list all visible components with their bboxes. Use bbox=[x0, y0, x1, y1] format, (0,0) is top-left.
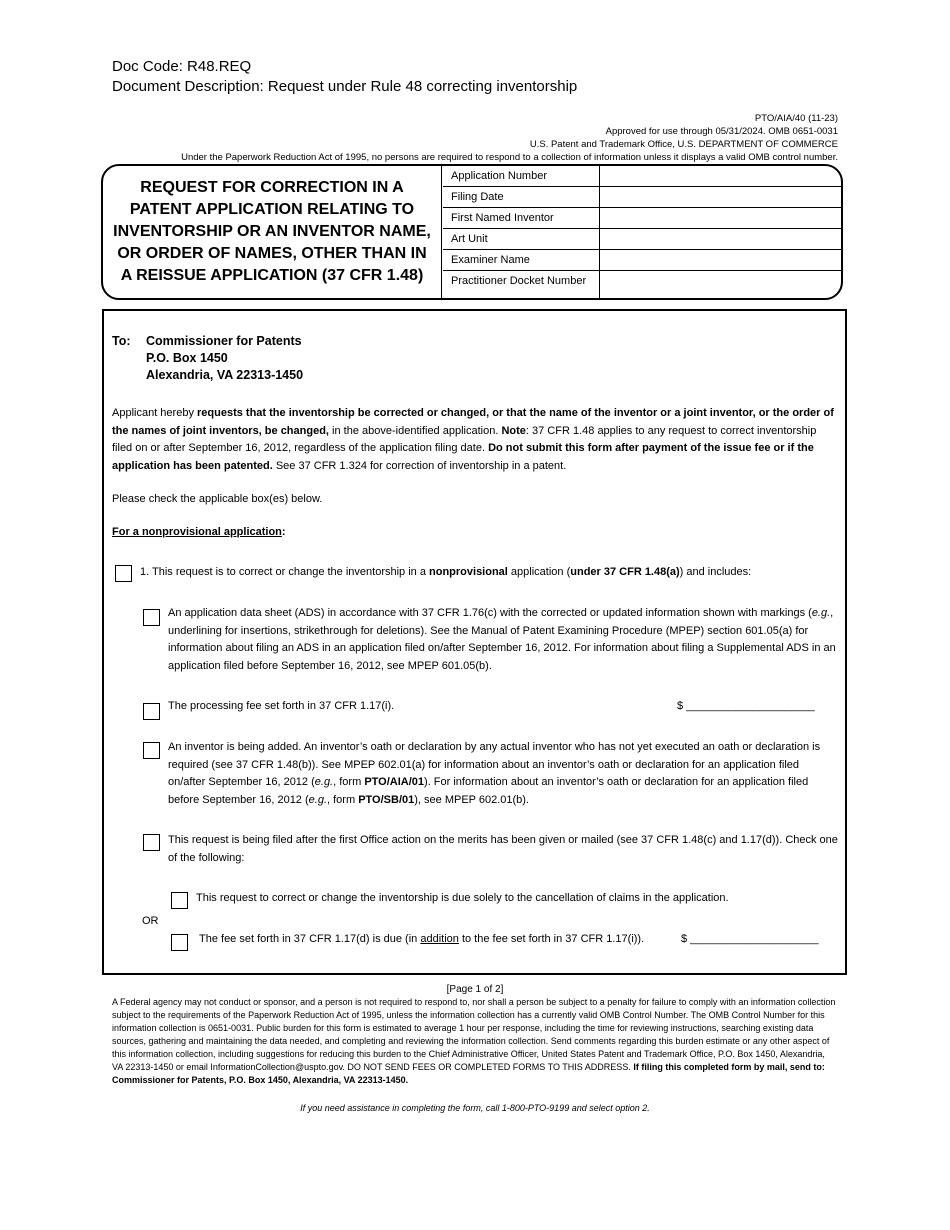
burden-statement: A Federal agency may not conduct or sponsor, and a person is not required to respond to, nor shall a person be subject to a penalty for failure to comply with an information collection subject to the requirements of the Paperwork Reduction Act of 1995, unless the information collection has a currently valid OMB Control Number. The OMB Control Number for this information collection is 0651-0031. Public burden for this form is estimated to average 1 hour per response, including the time for reviewing instructions, searching existing data sources, gathering and maintaining the data needed, and completing and reviewing the information collection. Send comments regarding this burden estimate or any other aspect of this information collection, including suggestions for reducing this burden to the Chief Administrative Officer, United States Patent and Trademark Office, P.O. Box 1450, Alexandria, VA 22313-1450 or email InformationCollection@uspto.gov. DO NOT SEND FEES OR COMPLETED FORMS TO THIS ADDRESS. If filing this completed form by mail, send to: Commissioner for Patents, P.O. Box 1450, Alexandria, VA 22313-1450. bbox=[112, 997, 836, 1085]
item1-checkbox[interactable] bbox=[115, 565, 132, 582]
or-label: OR bbox=[142, 915, 159, 927]
practitioner-docket-row bbox=[443, 271, 841, 300]
first-named-inventor-field[interactable] bbox=[600, 208, 841, 228]
assistance-line: If you need assistance in completing the form, call 1-800-PTO-9199 and select option 2. bbox=[300, 1103, 650, 1113]
application-number-label: Application Number bbox=[443, 166, 600, 186]
doc-description: Document Description: Request under Rule 48 correcting inventorship bbox=[112, 78, 578, 95]
ads-text: An application data sheet (ADS) in accordance with 37 CFR 1.76(c) with the corrected or updated information shown with markings (e.g., underlining for insertions, strikethrough for deletions). See the Manual of Patent Examining Procedure (MPEP) section 601.05(a) for information about filing an ADS in an application filed on/after September 16, 2012. For information about filing a Supplemental ADS in an application filed before September 16, 2012, see MPEP 601.05(b). bbox=[168, 607, 836, 672]
examiner-name-row bbox=[443, 250, 841, 271]
practitioner-docket-field[interactable] bbox=[600, 271, 841, 300]
fee-due-checkbox[interactable] bbox=[171, 934, 188, 951]
address-line-1: Commissioner for Patents bbox=[146, 334, 302, 348]
application-number-field[interactable] bbox=[600, 166, 841, 186]
cancellation-text: This request to correct or change the inventorship is due solely to the cancellation of claims in the application. bbox=[196, 892, 729, 904]
form-title: REQUEST FOR CORRECTION IN A PATENT APPLICATION RELATING TO INVENTORSHIP OR AN INVENTOR NAME, OR ORDER OF NAMES, OTHER THAN IN A REISSUE APPLICATION (37 CFR 1.48) bbox=[103, 166, 442, 298]
application-number-row bbox=[443, 166, 841, 187]
after-office-action-checkbox[interactable] bbox=[143, 834, 160, 851]
practitioner-docket-label: Practitioner Docket Number bbox=[443, 271, 600, 300]
filing-date-field[interactable] bbox=[600, 187, 841, 207]
form-header-box bbox=[101, 164, 843, 300]
examiner-name-field[interactable] bbox=[600, 250, 841, 270]
form-number: PTO/AIA/40 (11-23) bbox=[754, 113, 838, 124]
filing-date-label: Filing Date bbox=[443, 187, 600, 207]
item1-text: 1. This request is to correct or change the inventorship in a nonprovisional application (under 37 CFR 1.48(a)) and includes: bbox=[140, 566, 752, 578]
paperwork-notice: Under the Paperwork Reduction Act of 1995, no persons are required to respond to a collection of information unless it displays a valid OMB control number. bbox=[181, 152, 838, 163]
fee-due-text: The fee set forth in 37 CFR 1.17(d) is due (in addition to the fee set forth in 37 CFR 1.17(i)). bbox=[199, 933, 645, 945]
intro-paragraph: Applicant hereby requests that the inventorship be corrected or changed, or that the name of the inventor or a joint inventor, or the order of the names of joint inventors, be changed, in the above-identified application. Note: 37 CFR 1.48 applies to any request to correct inventorship filed on or after September 16, 2012, regardless of the application filing date. Do not submit this form after payment of the issue fee or if the application has been patented. See 37 CFR 1.324 for correction of inventorship in a patent. bbox=[112, 407, 834, 472]
inventor-added-text: An inventor is being added. An inventor’s oath or declaration by any actual inventor who has not yet executed an oath or declaration is required (see 37 CFR 1.48(b)). See MPEP 602.01(a) for information about an inventor’s oath or declaration for an application filed on/after September 16, 2012 (e.g., form PTO/AIA/01). For information about an inventor’s oath or declaration for an application filed before September 16, 2012 (e.g., form PTO/SB/01), see MPEP 602.01(b). bbox=[168, 741, 821, 806]
processing-fee-checkbox[interactable] bbox=[143, 703, 160, 720]
address-line-2: P.O. Box 1450 bbox=[146, 351, 228, 365]
page-number: [Page 1 of 2] bbox=[446, 984, 504, 995]
ads-checkbox[interactable] bbox=[143, 609, 160, 626]
cancellation-checkbox[interactable] bbox=[171, 892, 188, 909]
filing-date-row bbox=[443, 187, 841, 208]
doc-code: Doc Code: R48.REQ bbox=[112, 58, 252, 75]
first-named-inventor-row bbox=[443, 208, 841, 229]
application-info-table bbox=[443, 166, 841, 300]
inventor-added-checkbox[interactable] bbox=[143, 742, 160, 759]
agency-line: U.S. Patent and Trademark Office, U.S. DEPARTMENT OF COMMERCE bbox=[529, 139, 838, 150]
nonprovisional-heading: For a nonprovisional application: bbox=[112, 526, 286, 538]
commissioner-address bbox=[146, 333, 303, 384]
check-instruction: Please check the applicable box(es) below. bbox=[112, 493, 323, 505]
to-label: To: bbox=[112, 334, 131, 348]
art-unit-row bbox=[443, 229, 841, 250]
examiner-name-label: Examiner Name bbox=[443, 250, 600, 270]
omb-approval: Approved for use through 05/31/2024. OMB 0651-0031 bbox=[605, 126, 838, 137]
art-unit-label: Art Unit bbox=[443, 229, 600, 249]
processing-fee-text: The processing fee set forth in 37 CFR 1.17(i). bbox=[168, 700, 395, 712]
fee-due-amount[interactable]: $ _____________________ bbox=[681, 933, 819, 945]
address-line-3: Alexandria, VA 22313-1450 bbox=[146, 368, 304, 382]
art-unit-field[interactable] bbox=[600, 229, 841, 249]
processing-fee-amount[interactable]: $ _____________________ bbox=[677, 700, 815, 712]
first-named-inventor-label: First Named Inventor bbox=[443, 208, 600, 228]
after-office-action-text: This request is being filed after the first Office action on the merits has been given or mailed (see 37 CFR 1.48(c) and 1.17(d)). Check one of the following: bbox=[168, 834, 838, 864]
